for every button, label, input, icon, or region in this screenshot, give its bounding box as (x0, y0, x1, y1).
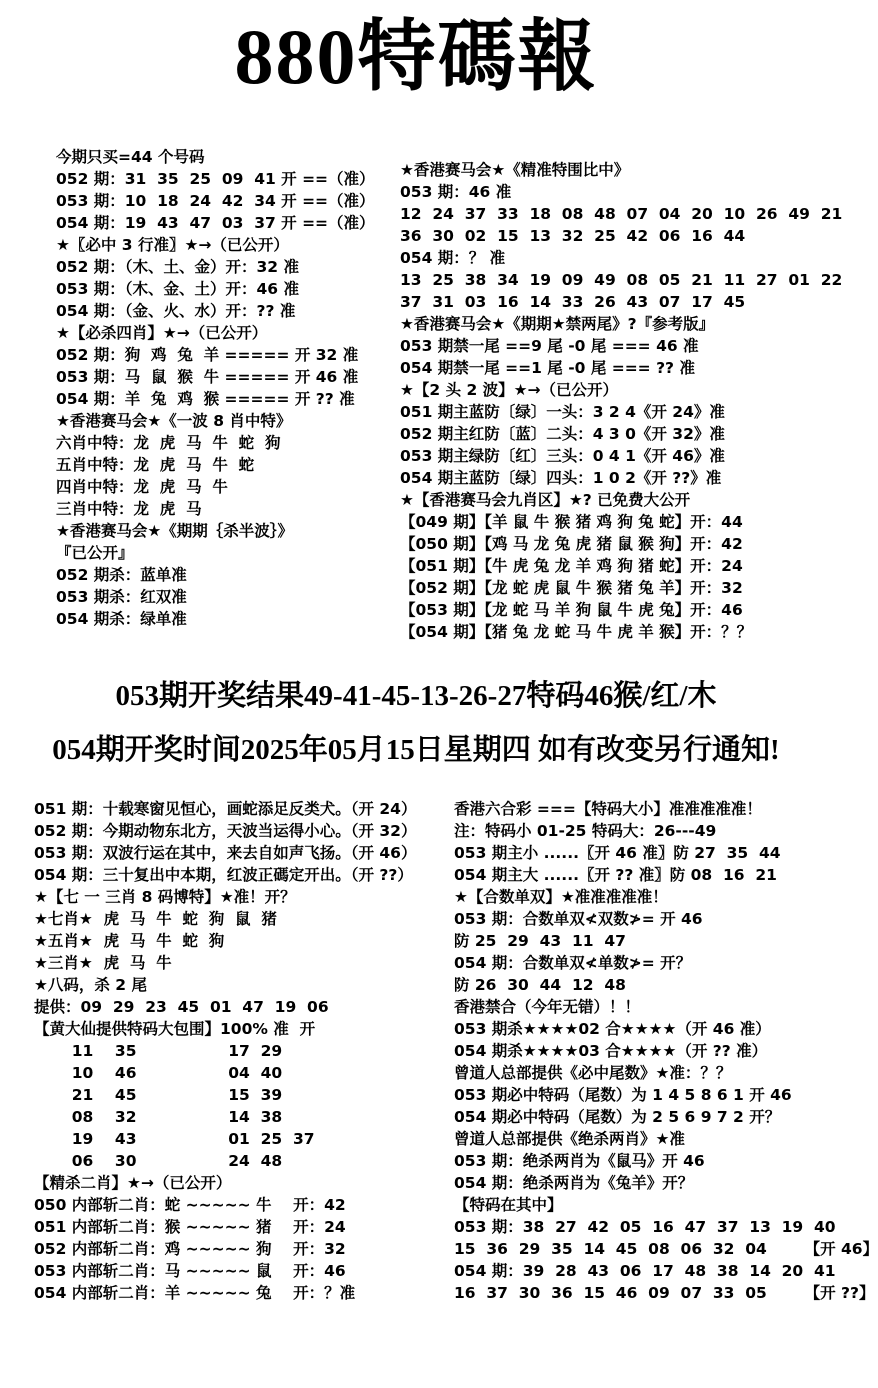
text-line: 050 内部斩二肖：蛇 ~~~~~ 牛 开：42 (34, 1196, 346, 1214)
text-line: 052 期：（木、土、金）开：32 准 (56, 258, 299, 276)
text-line: 054 期禁一尾 ==1 尾 -0 尾 === ?? 准 (400, 359, 695, 377)
text-line: 曾道人总部提供《必中尾数》★准：？？ (454, 1064, 732, 1082)
text-line: ★五肖★ 虎 马 牛 蛇 狗 (34, 932, 225, 950)
text-line: 054 期主蓝防〔绿〕四头：1 0 2《开 ??》准 (400, 469, 722, 487)
text-line: 【054 期】【猪 兔 龙 蛇 马 牛 虎 羊 猴】开：？？ (400, 623, 753, 641)
text-line: 【052 期】【龙 蛇 虎 鼠 牛 猴 猪 兔 羊】开：32 (400, 579, 743, 597)
text-line: 053 期：合数单双≮双数≯= 开 46 (454, 910, 703, 928)
text-line: 防 26 30 44 12 48 (454, 976, 626, 994)
text-line: ★三肖★ 虎 马 牛 (34, 954, 172, 972)
text-line: 054 期：绝杀两肖为《兔羊》开？ (454, 1174, 694, 1192)
text-line: 06 30 24 48 (34, 1152, 283, 1170)
text-line: ★【香港赛马会九肖区】★? 已免费大公开 (400, 491, 691, 509)
text-line: 053 期杀★★★★02 合★★★★（开 46 准） (454, 1020, 771, 1038)
text-line: 052 期杀：蓝单准 (56, 566, 187, 584)
text-line: 052 期：31 35 25 09 41 开 ==（准） (56, 170, 375, 188)
text-line: 052 期：今期动物东北方，天波当运得小心。（开 32） (34, 822, 417, 840)
text-line: 36 30 02 15 13 32 25 42 06 16 44 (400, 227, 746, 245)
text-line: 【特码在其中】 (454, 1196, 563, 1214)
text-line: 【053 期】【龙 蛇 马 羊 狗 鼠 牛 虎 兔】开：46 (400, 601, 743, 619)
draw-time-banner: 054期开奖时间2025年05月15日星期四 如有改变另行通知! (52, 734, 780, 766)
text-line: ★〖必中 3 行准〗★→（已公开） (56, 236, 289, 254)
text-line: ★【必杀四肖】★→（已公开） (56, 324, 268, 342)
text-line: 注：特码小 01-25 特码大：26---49 (454, 822, 717, 840)
text-line: 053 内部斩二肖：马 ~~~~~ 鼠 开：46 (34, 1262, 346, 1280)
text-line: 提供：09 29 23 45 01 47 19 06 (34, 998, 329, 1016)
text-line: 37 31 03 16 14 33 26 43 07 17 45 (400, 293, 746, 311)
text-line: 15 36 29 35 14 45 08 06 32 04 【开 46】 (454, 1240, 878, 1258)
text-line: 【精杀二肖】★→（已公开） (34, 1174, 232, 1192)
text-line: 五肖中特：龙 虎 马 牛 蛇 (56, 456, 255, 474)
text-line: 防 25 29 43 11 47 (454, 932, 626, 950)
text-line: 052 期主红防〔蓝〕二头：4 3 0《开 32》准 (400, 425, 725, 443)
text-line: 六肖中特：龙 虎 马 牛 蛇 狗 (56, 434, 281, 452)
text-line: 054 期：？ 准 (400, 249, 506, 267)
text-line: 053 期：双波行运在其中，来去自如声飞扬。（开 46） (34, 844, 417, 862)
text-line: 11 35 17 29 (34, 1042, 283, 1060)
text-line: ★【2 头 2 波】★→（已公开） (400, 381, 619, 399)
text-line: 【051 期】【牛 虎 兔 龙 羊 鸡 狗 猪 蛇】开：24 (400, 557, 743, 575)
text-line: ★香港赛马会★《期期★禁两尾》?『参考版』 (400, 315, 715, 333)
text-line: ★【七 一 三肖 8 码博特】★准！开？ (34, 888, 296, 906)
text-line: 054 期杀★★★★03 合★★★★（开 ?? 准） (454, 1042, 768, 1060)
text-line: 四肖中特：龙 虎 马 牛 (56, 478, 228, 496)
text-line: 053 期：46 准 (400, 183, 512, 201)
text-line: 053 期：（木、金、土）开：46 准 (56, 280, 299, 298)
text-line: 053 期：绝杀两肖为《鼠马》开 46 (454, 1152, 705, 1170)
text-line: ★八码，杀 2 尾 (34, 976, 147, 994)
text-line: 21 45 15 39 (34, 1086, 283, 1104)
text-line: 051 内部斩二肖：猴 ~~~~~ 猪 开：24 (34, 1218, 346, 1236)
text-line: 香港禁合（今年无错）！！ (454, 998, 641, 1016)
text-line: 08 32 14 38 (34, 1108, 283, 1126)
text-line: 曾道人总部提供《绝杀两肖》★准 (454, 1130, 685, 1148)
text-line: 053 期主小 ......〖开 46 准〗防 27 35 44 (454, 844, 781, 862)
text-line: 12 24 37 33 18 08 48 07 04 20 10 26 49 21 (400, 205, 843, 223)
cut-off-line: 054 期杀：绿单准 (56, 610, 187, 628)
text-line: 054 期：19 43 47 03 37 开 ==（准） (56, 214, 375, 232)
bottom-right-column (454, 798, 878, 1304)
text-line: 054 期主大 ......〖开 ?? 准〗防 08 16 21 (454, 866, 777, 884)
text-line: 16 37 30 36 15 46 09 07 33 05 【开 ??】 (454, 1284, 875, 1302)
text-line: 052 内部斩二肖：鸡 ~~~~~ 狗 开：32 (34, 1240, 346, 1258)
text-line: 10 46 04 40 (34, 1064, 283, 1082)
text-line: ★香港赛马会★《精准特围比中》 (400, 161, 630, 179)
text-line: 054 期必中特码（尾数）为 2 5 6 9 7 2 开？ (454, 1108, 781, 1126)
text-line: 【黄大仙提供特码大包围】100% 准 开 (34, 1020, 316, 1038)
text-line: ★香港赛马会★《期期｛杀半波｝》 (56, 522, 294, 540)
text-line: 051 期：十载寒窗见恒心，画蛇添足反类犬。（开 24） (34, 800, 417, 818)
text-line: 052 期：狗 鸡 兔 羊 ===== 开 32 准 (56, 346, 359, 364)
text-line: 053 期：38 27 42 05 16 47 37 13 19 40 (454, 1218, 836, 1236)
text-line: 【050 期】【鸡 马 龙 兔 虎 猪 鼠 猴 狗】开：42 (400, 535, 743, 553)
top-right-column (400, 159, 843, 643)
text-line: 今期只买=44 个号码 (56, 148, 205, 166)
text-line: 054 期：三十复出中本期，红波正碼定开出。（开 ??） (34, 866, 413, 884)
text-line: 053 期主绿防〔红〕三头：0 4 1《开 46》准 (400, 447, 725, 465)
text-line: 香港六合彩 ===【特码大小】准准准准准！ (454, 800, 762, 818)
text-line: 054 期：（金、火、水）开：?? 准 (56, 302, 296, 320)
text-line: 051 期主蓝防〔绿〕一头：3 2 4《开 24》准 (400, 403, 725, 421)
text-line: 13 25 38 34 19 09 49 08 05 21 11 27 01 22 (400, 271, 843, 289)
text-line: 053 期：10 18 24 42 34 开 ==（准） (56, 192, 375, 210)
text-line: 053 期禁一尾 ==9 尾 -0 尾 === 46 准 (400, 337, 699, 355)
text-line: 054 期：合数单双≮单数≯= 开？ (454, 954, 692, 972)
text-line: 054 内部斩二肖：羊 ~~~~~ 兔 开：？准 (34, 1284, 356, 1302)
text-line: 053 期杀：红双准 (56, 588, 187, 606)
text-line: ★七肖★ 虎 马 牛 蛇 狗 鼠 猪 (34, 910, 277, 928)
page-title: 880特碼報 (234, 13, 598, 100)
text-line: 053 期：马 鼠 猴 牛 ===== 开 46 准 (56, 368, 359, 386)
top-left-column (56, 146, 401, 628)
text-line: ★【合数单双】★准准准准准！ (454, 888, 668, 906)
text-line: 【049 期】【羊 鼠 牛 猴 猪 鸡 狗 兔 蛇】开：44 (400, 513, 743, 531)
draw-result-banner: 053期开奖结果49-41-45-13-26-27特码46猴/红/木 (115, 680, 717, 712)
text-line: 三肖中特：龙 虎 马 (56, 500, 202, 518)
text-line: 19 43 01 25 37 (34, 1130, 315, 1148)
text-line: 053 期必中特码（尾数）为 1 4 5 8 6 1 开 46 (454, 1086, 792, 1104)
text-line: 054 期：羊 兔 鸡 猴 ===== 开 ?? 准 (56, 390, 355, 408)
text-line: 『已公开』 (56, 544, 134, 562)
text-line: 054 期：39 28 43 06 17 48 38 14 20 41 (454, 1262, 836, 1280)
bottom-left-column (34, 798, 454, 1304)
text-line: ★香港赛马会★《一波 8 肖中特》 (56, 412, 292, 430)
